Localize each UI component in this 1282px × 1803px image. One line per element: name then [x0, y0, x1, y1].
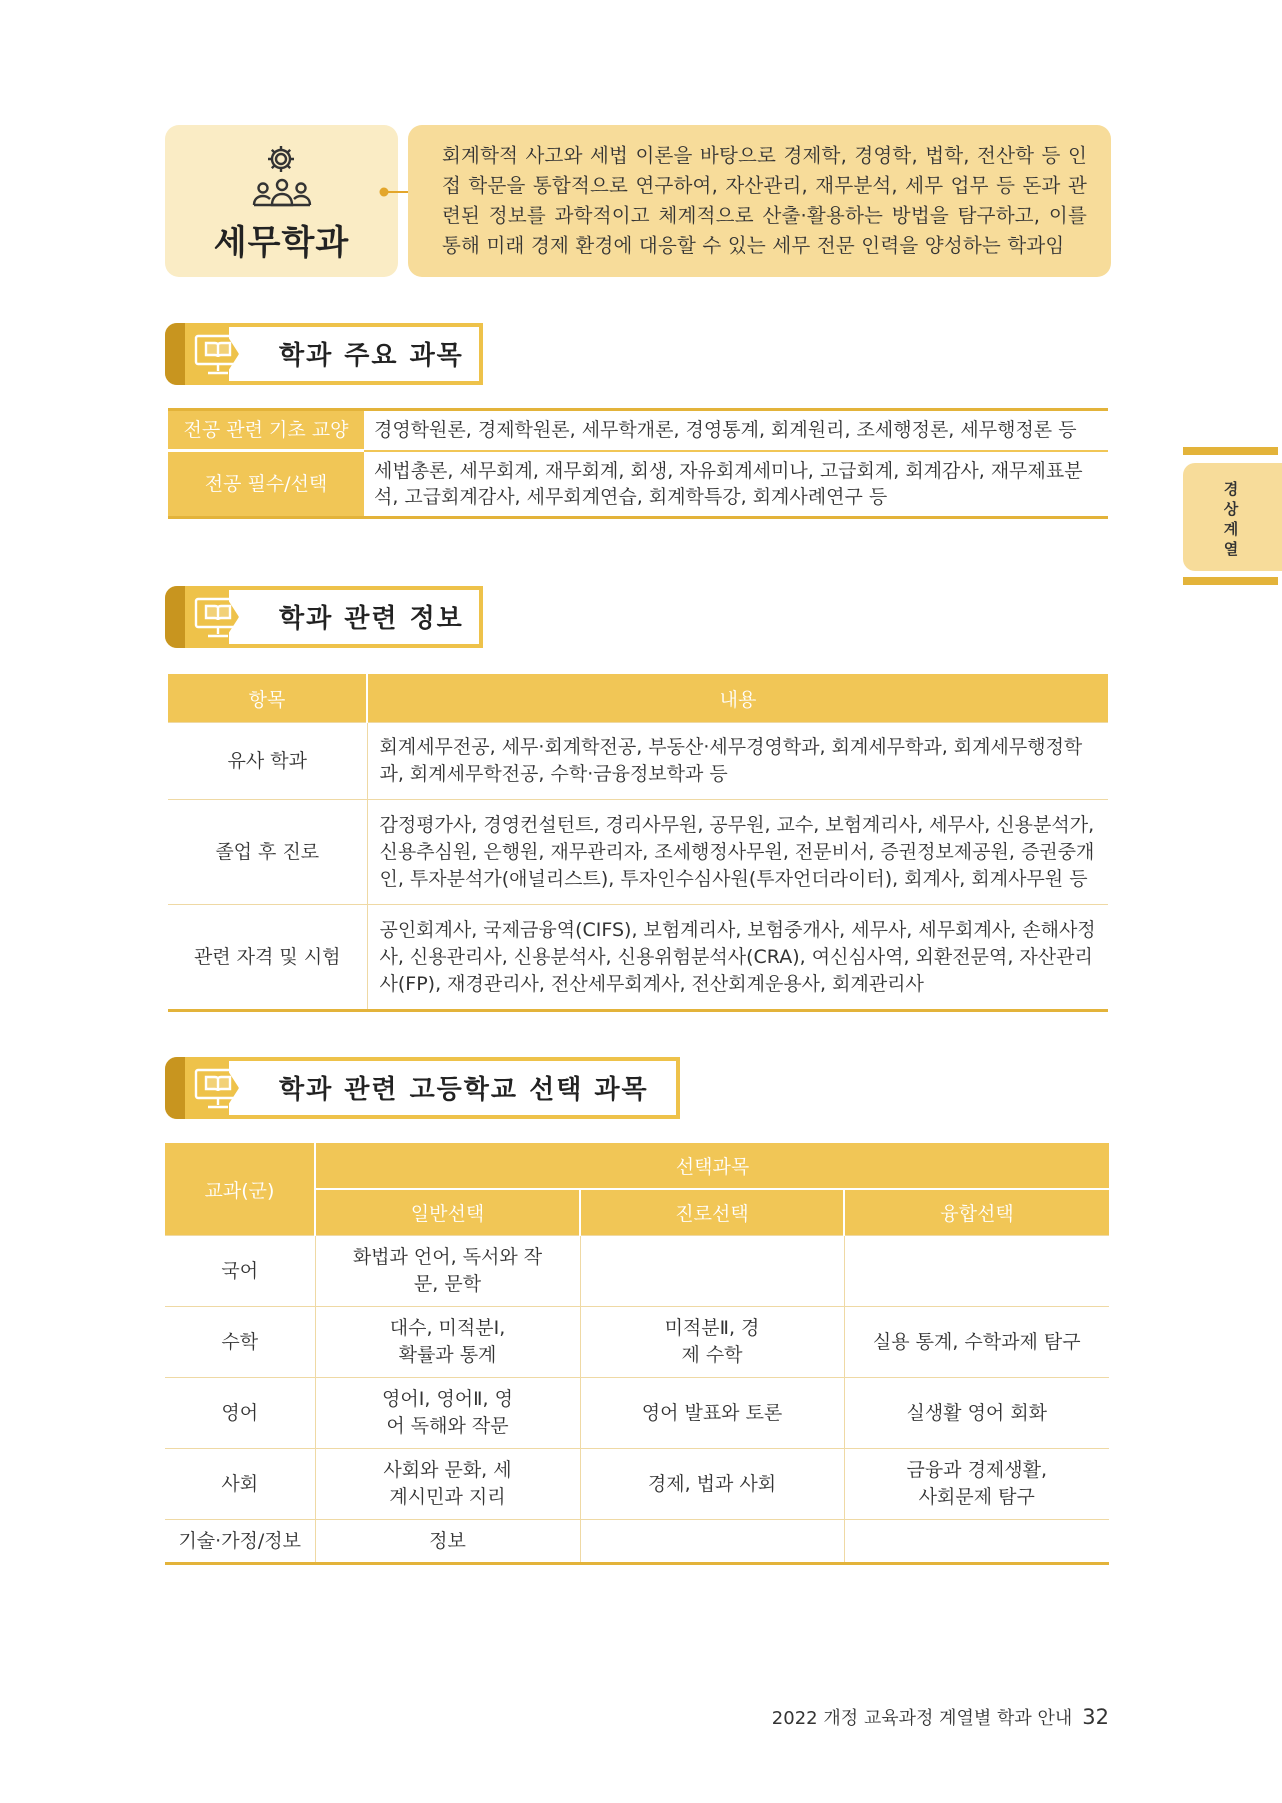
subject-cell: 사회 — [165, 1449, 315, 1520]
department-description-card — [408, 125, 1111, 277]
subject-cell: 국어 — [165, 1236, 315, 1307]
page-footer — [772, 1704, 1109, 1730]
page-number: 32 — [1082, 1705, 1109, 1729]
career-cell — [580, 1236, 844, 1307]
monitor-book-icon — [193, 333, 243, 377]
footer-text: 2022 개정 교육과정 계열별 학과 안내 — [771, 1708, 1073, 1729]
fusion-cell — [844, 1520, 1109, 1564]
monitor-book-icon — [193, 596, 243, 640]
col-header-item: 항목 — [168, 674, 367, 723]
related-info-table — [168, 674, 1108, 1012]
department-title-card — [165, 125, 398, 277]
highschool-courses-table — [165, 1143, 1109, 1565]
table-row — [165, 1449, 1109, 1520]
subject-cell: 기술·가정/정보 — [165, 1520, 315, 1564]
career-cell: 미적분Ⅱ, 경제 수학 — [580, 1307, 844, 1378]
col-header-group: 선택과목 — [315, 1143, 1109, 1189]
row-label: 전공 필수/선택 — [168, 451, 364, 518]
row-content: 공인회계사, 국제금융역(CIFS), 보험계리사, 보험중개사, 세무사, 세무회계사, 손해사정사, 신용관리사, 신용분석사, 신용위험분석사(CRA), 여신심사역, 외환전문역, 자산관리사(FP), 재경관리사, 전산세무회계사, 전산회계운용사, 회계관리사 — [367, 905, 1108, 1011]
general-cell: 정보 — [315, 1520, 580, 1564]
career-cell — [580, 1520, 844, 1564]
row-content: 세법총론, 세무회계, 재무회계, 회생, 자유회계세미나, 고급회계, 회계감사, 재무제표분석, 고급회계감사, 세무회계연습, 회계학특강, 회계사례연구 등 — [364, 451, 1108, 518]
col-header-fusion: 융합선택 — [844, 1189, 1109, 1236]
table-row — [168, 905, 1108, 1011]
row-content: 회계세무전공, 세무·회계학전공, 부동산·세무경영학과, 회계세무학과, 회계세무행정학과, 회계세무학전공, 수학·금융정보학과 등 — [367, 723, 1108, 800]
table-row — [168, 451, 1108, 518]
general-cell: 영어Ⅰ, 영어Ⅱ, 영어 독해와 작문 — [315, 1378, 580, 1449]
side-tab-bar-top — [1183, 447, 1278, 455]
col-header-content: 내용 — [367, 674, 1108, 723]
row-content: 경영학원론, 경제학원론, 세무학개론, 경영통계, 회계원리, 조세행정론, 세무행정론 등 — [374, 419, 1077, 442]
general-cell: 사회와 문화, 세계시민과 지리 — [315, 1449, 580, 1520]
table-row — [168, 800, 1108, 905]
table-row — [168, 723, 1108, 800]
section-header-major-subjects — [165, 323, 483, 385]
career-cell: 경제, 법과 사회 — [580, 1449, 844, 1520]
section-title: 학과 주요 과목 — [279, 341, 464, 371]
col-header-general: 일반선택 — [315, 1189, 580, 1236]
section-title: 학과 관련 고등학교 선택 과목 — [279, 1075, 649, 1105]
table-row — [165, 1520, 1109, 1564]
table-header-row — [165, 1143, 1109, 1189]
col-header-career: 진로선택 — [580, 1189, 844, 1236]
fusion-cell: 금융과 경제생활, 사회문제 탐구 — [844, 1449, 1109, 1520]
side-tab-bar-bottom — [1183, 577, 1278, 585]
fusion-cell — [844, 1236, 1109, 1307]
section-title: 학과 관련 정보 — [279, 604, 464, 634]
row-label: 전공 관련 기초 교양 — [168, 410, 364, 451]
side-category-tab[interactable] — [1183, 463, 1282, 571]
table-row — [165, 1378, 1109, 1449]
table-row — [165, 1307, 1109, 1378]
subject-cell: 수학 — [165, 1307, 315, 1378]
section-header-highschool-courses — [165, 1057, 680, 1119]
department-name: 세무학과 — [213, 223, 350, 263]
department-description: 회계학적 사고와 세법 이론을 바탕으로 경제학, 경영학, 법학, 전산학 등 인접 학문을 통합적으로 연구하여, 자산관리, 재무분석, 세무 업무 등 돈과 관련된 정보를 과학적이고 체계적으로 산출·활용하는 방법을 탐구하고, 이를 통해 미래 경제 환경에 대응할 수 있는 세무 전문 인력을 양성하는 학과임 — [442, 144, 1087, 257]
career-cell: 영어 발표와 토론 — [580, 1378, 844, 1449]
fusion-cell: 실생활 영어 회화 — [844, 1378, 1109, 1449]
table-header-row — [168, 674, 1108, 723]
side-category-label: 경상계열 — [1223, 480, 1239, 558]
monitor-book-icon — [193, 1067, 243, 1111]
general-cell: 화법과 언어, 독서와 작문, 문학 — [315, 1236, 580, 1307]
table-row — [165, 1236, 1109, 1307]
row-label: 유사 학과 — [168, 723, 367, 800]
col-header-subject: 교과(군) — [165, 1143, 315, 1236]
major-subjects-table — [168, 408, 1108, 519]
row-label: 졸업 후 진로 — [168, 800, 367, 905]
general-cell: 대수, 미적분Ⅰ, 확률과 통계 — [315, 1307, 580, 1378]
row-label: 관련 자격 및 시험 — [168, 905, 367, 1011]
gear-icon — [265, 143, 297, 175]
section-header-related-info — [165, 586, 483, 648]
people-icon — [251, 177, 313, 207]
fusion-cell: 실용 통계, 수학과제 탐구 — [844, 1307, 1109, 1378]
table-row — [168, 410, 1108, 451]
subject-cell: 영어 — [165, 1378, 315, 1449]
row-content: 감정평가사, 경영컨설턴트, 경리사무원, 공무원, 교수, 보험계리사, 세무사, 신용분석가, 신용추심원, 은행원, 재무관리자, 조세행정사무원, 전문비서, 증권정보제공원, 증권중개인, 투자분석가(애널리스트), 투자인수심사원(투자언더라이터), 회계사, 회계사무원 등 — [367, 800, 1108, 905]
